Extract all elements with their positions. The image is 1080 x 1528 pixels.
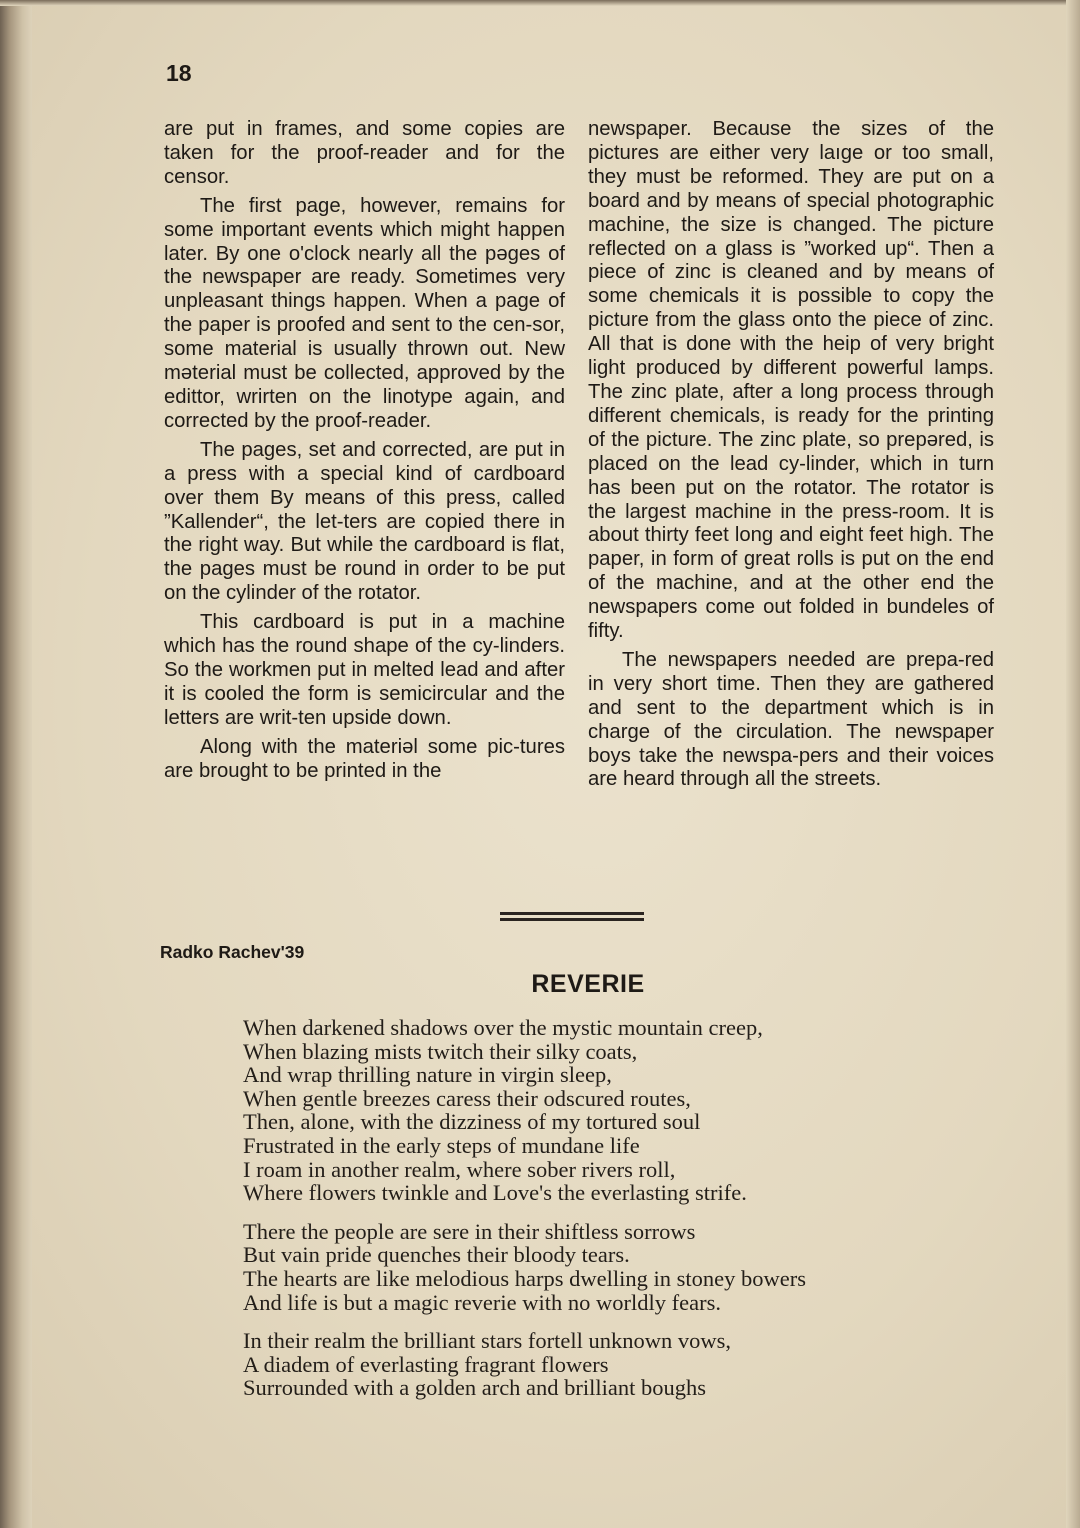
paragraph: Along with the materiəl some pic-tures are brought to be printed in the [164, 735, 565, 782]
binding-spine [0, 0, 32, 1528]
poem-line: The hearts are like melodious harps dwelling in stoney bowers [243, 1265, 806, 1291]
poem-line: When blazing mists twitch their silky coats, [243, 1038, 638, 1064]
poem-line: When darkened shadows over the mystic mountain creep, [243, 1015, 763, 1040]
section-divider-bottom [500, 918, 644, 921]
poem-line: A diadem of everlasting fragrant flowers [243, 1351, 609, 1377]
poem-line: There the people are sere in their shiftless sorrows [243, 1218, 696, 1244]
paragraph: newspaper. Because the sizes of the pictures are either very laıge or too small, they must be reformed. They are put on a board and by means of special photographic machine, the size is changed. The picture reflected on a glass is ”worked up“. Then a piece of zinc is cleaned and by means of some chemicals it is possible to copy the picture from the glass onto the piece of zinc. All that is done with the heip of very bright light produced by different powerful lamps. The zinc plate, after a long process through different chemicals, is ready for the printing of the picture. The zinc plate, so prepəred, is placed on the lead cy-linder, which in turn has been put on the rotator. The rotator is the largest machine in the press-room. It is about thirty feet long and eight feet high. The paper, in form of great rolls is put on the end of the machine, and at the other end the newspapers come out folded in bundeles of fifty. [588, 118, 994, 643]
poem-stanza [243, 1329, 963, 1400]
poem-stanza [243, 1220, 963, 1314]
poem-line: Surrounded with a golden arch and brilliant boughs [243, 1375, 707, 1401]
poem-line: And life is but a magic reverie with no worldly fears. [243, 1289, 721, 1315]
poem-line: In their realm the brilliant stars fortell unknown vows, [243, 1328, 732, 1354]
poem-line: Where flowers twinkle and Love's the everlasting strife. [243, 1180, 747, 1206]
paragraph: The newspapers needed are prepa-red in very short time. Then they are gathered and sent to the department which is in charge of the circulation. The newspaper boys take the newspa-pers and their voices are heard through all the streets. [588, 648, 994, 791]
poem-author: Radko Rachev'39 [160, 942, 305, 962]
poem-line: And wrap thrilling nature in virgin sleep, [243, 1062, 612, 1088]
paragraph: are put in frames, and some copies are taken for the proof-reader and for the censor. [164, 118, 565, 188]
section-divider-top [500, 912, 644, 915]
poem-line: Then, alone, with the dizziness of my tortured soul [243, 1109, 701, 1135]
poem-line: I roam in another realm, where sober rivers roll, [243, 1156, 676, 1182]
paragraph: The first page, however, remains for some important events which might happen later. By one o'clock nearly all the pəges of the newspaper are ready. Sometimes very unpleasant things happen. When a page of the paper is proofed and sent to the cen-sor, some material is usually thrown out. New məterial must be collected, approved by the edittor, wrirten on the linotype again, and corrected by the proof-reader. [164, 194, 565, 432]
poem-stanza [243, 1016, 963, 1205]
paragraph: This cardboard is put in a machine which has the round shape of the cy-linders. So the workmen put in melted lead and after it is cooled the form is semicircular and the letters are writ-ten upside down. [164, 611, 565, 729]
article-left-column [164, 118, 565, 788]
poem-line: But vain pride quenches their bloody tears. [243, 1242, 630, 1268]
page-top-edge [0, 0, 1080, 6]
poem-title: REVERIE [531, 970, 645, 998]
poem-line: When gentle breezes caress their odscured routes, [243, 1085, 691, 1111]
poem-body [243, 1016, 963, 1415]
page-number: 18 [166, 60, 192, 86]
paragraph: The pages, set and corrected, are put in a press with a special kind of cardboard over them By means of this press, called ”Kallender“, the let-ters are copied there in the right way. But while the cardboard is flat, the pages must be round in order to be put on the cylinder of the rotator. [164, 438, 565, 605]
article-right-column [588, 118, 994, 797]
page-right-edge [1066, 0, 1080, 1528]
poem-line: Frustrated in the early steps of mundane life [243, 1132, 640, 1158]
